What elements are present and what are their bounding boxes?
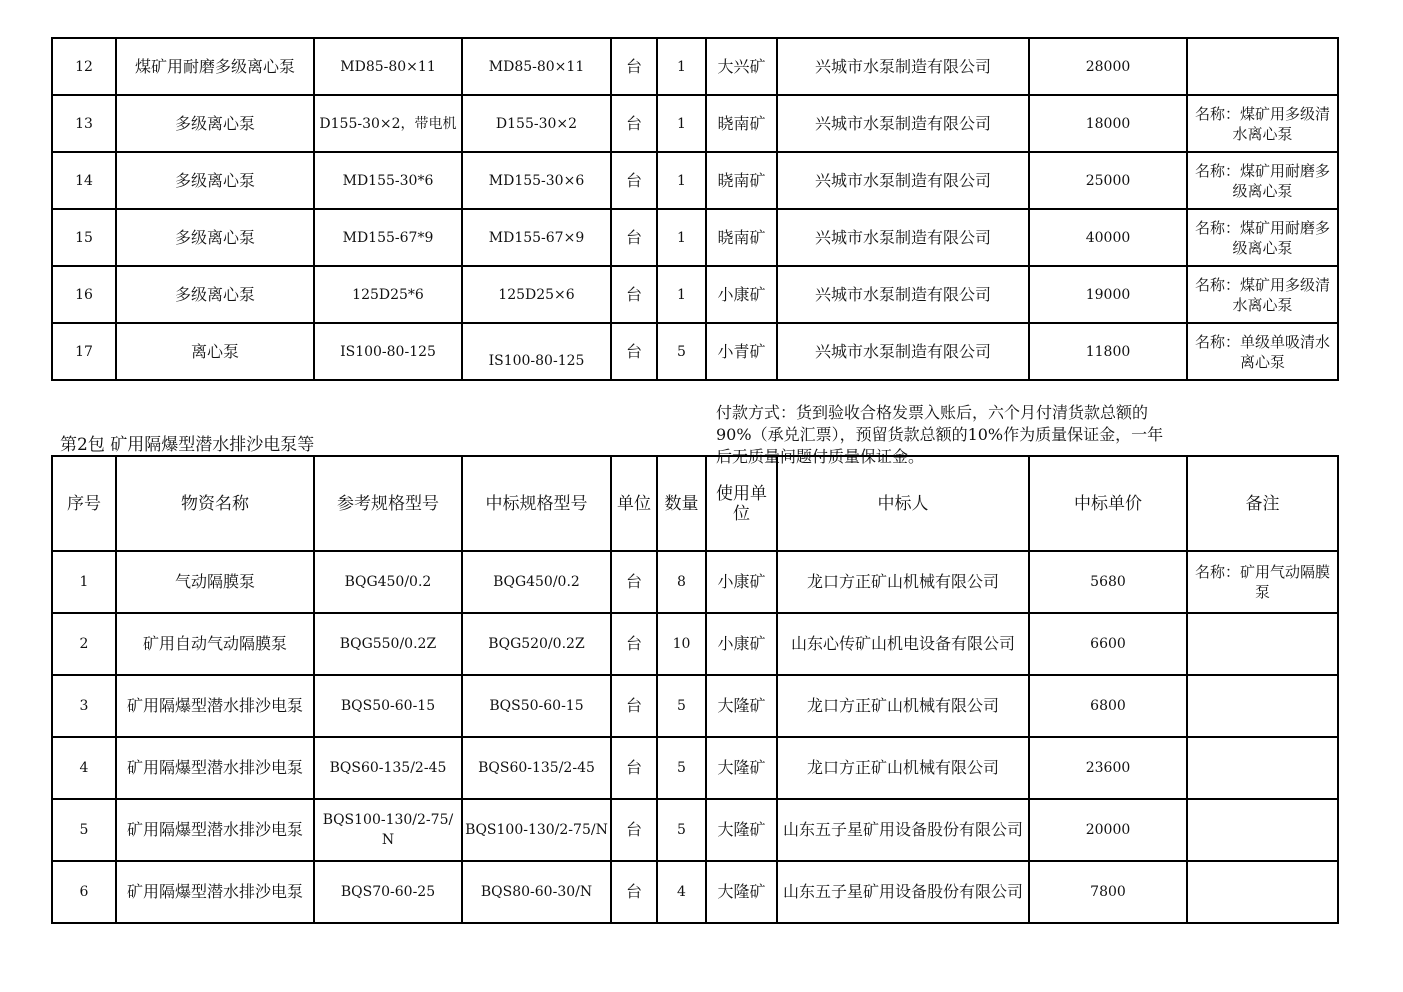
cell-win-spec: MD155-67×9 bbox=[462, 209, 611, 266]
cell-name: 矿用隔爆型潜水排沙电泵 bbox=[116, 861, 314, 923]
cell-unit: 台 bbox=[611, 95, 657, 152]
cell-name: 煤矿用耐磨多级离心泵 bbox=[116, 38, 314, 95]
cell-qty: 5 bbox=[657, 737, 706, 799]
cell-unit: 台 bbox=[611, 323, 657, 380]
cell-user: 晓南矿 bbox=[706, 152, 777, 209]
cell-ref-spec: D155-30×2，带电机 bbox=[314, 95, 462, 152]
cell-name: 多级离心泵 bbox=[116, 209, 314, 266]
cell-note: 名称：煤矿用耐磨多级离心泵 bbox=[1187, 209, 1338, 266]
cell-user: 晓南矿 bbox=[706, 95, 777, 152]
cell-qty: 1 bbox=[657, 38, 706, 95]
cell-ref-spec: BQG450/0.2 bbox=[314, 551, 462, 613]
cell-ref-spec: MD155-30*6 bbox=[314, 152, 462, 209]
cell-user: 大隆矿 bbox=[706, 737, 777, 799]
cell-ref-spec: MD85-80×11 bbox=[314, 38, 462, 95]
cell-no: 6 bbox=[52, 861, 116, 923]
cell-no: 12 bbox=[52, 38, 116, 95]
cell-win-spec: BQS100-130/2-75/N bbox=[462, 799, 611, 861]
cell-user: 晓南矿 bbox=[706, 209, 777, 266]
cell-qty: 5 bbox=[657, 323, 706, 380]
cell-qty: 10 bbox=[657, 613, 706, 675]
cell-no: 2 bbox=[52, 613, 116, 675]
table-row bbox=[52, 266, 1338, 323]
cell-note bbox=[1187, 613, 1338, 675]
header-unit: 单位 bbox=[611, 456, 657, 551]
cell-name: 多级离心泵 bbox=[116, 266, 314, 323]
cell-unit: 台 bbox=[611, 675, 657, 737]
table-package1-continued bbox=[51, 37, 1339, 381]
cell-qty: 5 bbox=[657, 799, 706, 861]
cell-note: 名称：煤矿用多级清水离心泵 bbox=[1187, 95, 1338, 152]
cell-qty: 1 bbox=[657, 152, 706, 209]
cell-no: 3 bbox=[52, 675, 116, 737]
cell-winner: 兴城市水泵制造有限公司 bbox=[777, 38, 1029, 95]
cell-no: 5 bbox=[52, 799, 116, 861]
cell-qty: 1 bbox=[657, 266, 706, 323]
cell-no: 16 bbox=[52, 266, 116, 323]
cell-unit: 台 bbox=[611, 861, 657, 923]
cell-no: 17 bbox=[52, 323, 116, 380]
cell-price: 18000 bbox=[1029, 95, 1187, 152]
cell-no: 13 bbox=[52, 95, 116, 152]
cell-win-spec: 125D25×6 bbox=[462, 266, 611, 323]
cell-qty: 1 bbox=[657, 209, 706, 266]
cell-winner: 兴城市水泵制造有限公司 bbox=[777, 323, 1029, 380]
cell-winner: 龙口方正矿山机械有限公司 bbox=[777, 551, 1029, 613]
cell-user: 大隆矿 bbox=[706, 675, 777, 737]
header-ref-spec: 参考规格型号 bbox=[314, 456, 462, 551]
cell-win-spec: D155-30×2 bbox=[462, 95, 611, 152]
header-qty: 数量 bbox=[657, 456, 706, 551]
header-name: 物资名称 bbox=[116, 456, 314, 551]
cell-note bbox=[1187, 861, 1338, 923]
cell-user: 大隆矿 bbox=[706, 799, 777, 861]
cell-ref-spec: BQS60-135/2-45 bbox=[314, 737, 462, 799]
cell-unit: 台 bbox=[611, 551, 657, 613]
cell-user: 小康矿 bbox=[706, 613, 777, 675]
cell-win-spec: BQS60-135/2-45 bbox=[462, 737, 611, 799]
cell-note: 名称：单级单吸清水离心泵 bbox=[1187, 323, 1338, 380]
cell-note: 名称：矿用气动隔膜泵 bbox=[1187, 551, 1338, 613]
cell-price: 23600 bbox=[1029, 737, 1187, 799]
cell-price: 28000 bbox=[1029, 38, 1187, 95]
cell-qty: 8 bbox=[657, 551, 706, 613]
cell-unit: 台 bbox=[611, 266, 657, 323]
cell-user: 大兴矿 bbox=[706, 38, 777, 95]
table-package2 bbox=[51, 455, 1339, 924]
cell-win-spec: IS100-80-125 bbox=[462, 323, 611, 380]
cell-price: 25000 bbox=[1029, 152, 1187, 209]
cell-name: 矿用隔爆型潜水排沙电泵 bbox=[116, 799, 314, 861]
cell-unit: 台 bbox=[611, 613, 657, 675]
table-row bbox=[52, 675, 1338, 737]
cell-win-spec: BQG520/0.2Z bbox=[462, 613, 611, 675]
cell-name: 矿用隔爆型潜水排沙电泵 bbox=[116, 675, 314, 737]
cell-price: 11800 bbox=[1029, 323, 1187, 380]
cell-name: 气动隔膜泵 bbox=[116, 551, 314, 613]
cell-unit: 台 bbox=[611, 152, 657, 209]
cell-note: 名称：煤矿用耐磨多级离心泵 bbox=[1187, 152, 1338, 209]
cell-name: 矿用自动气动隔膜泵 bbox=[116, 613, 314, 675]
cell-name: 离心泵 bbox=[116, 323, 314, 380]
table-row bbox=[52, 551, 1338, 613]
cell-price: 20000 bbox=[1029, 799, 1187, 861]
cell-price: 6600 bbox=[1029, 613, 1187, 675]
cell-winner: 山东五子星矿用设备股份有限公司 bbox=[777, 861, 1029, 923]
cell-user: 小康矿 bbox=[706, 551, 777, 613]
cell-win-spec: BQS50-60-15 bbox=[462, 675, 611, 737]
cell-qty: 4 bbox=[657, 861, 706, 923]
table-row bbox=[52, 613, 1338, 675]
cell-winner: 兴城市水泵制造有限公司 bbox=[777, 266, 1029, 323]
header-note: 备注 bbox=[1187, 456, 1338, 551]
cell-win-spec: MD155-30×6 bbox=[462, 152, 611, 209]
cell-user: 小康矿 bbox=[706, 266, 777, 323]
table-row bbox=[52, 799, 1338, 861]
cell-user: 小青矿 bbox=[706, 323, 777, 380]
cell-winner: 龙口方正矿山机械有限公司 bbox=[777, 737, 1029, 799]
cell-unit: 台 bbox=[611, 799, 657, 861]
cell-winner: 兴城市水泵制造有限公司 bbox=[777, 95, 1029, 152]
cell-note bbox=[1187, 799, 1338, 861]
cell-ref-spec: MD155-67*9 bbox=[314, 209, 462, 266]
cell-price: 5680 bbox=[1029, 551, 1187, 613]
cell-ref-spec: BQS100-130/2-75/N bbox=[314, 799, 462, 861]
cell-no: 15 bbox=[52, 209, 116, 266]
table-header-row bbox=[52, 456, 1338, 551]
cell-unit: 台 bbox=[611, 38, 657, 95]
cell-ref-spec: BQS70-60-25 bbox=[314, 861, 462, 923]
cell-note bbox=[1187, 38, 1338, 95]
header-winner: 中标人 bbox=[777, 456, 1029, 551]
cell-note: 名称：煤矿用多级清水离心泵 bbox=[1187, 266, 1338, 323]
cell-note bbox=[1187, 675, 1338, 737]
cell-price: 40000 bbox=[1029, 209, 1187, 266]
table-row bbox=[52, 152, 1338, 209]
cell-ref-spec: IS100-80-125 bbox=[314, 323, 462, 380]
table-row bbox=[52, 737, 1338, 799]
cell-ref-spec: 125D25*6 bbox=[314, 266, 462, 323]
table-row bbox=[52, 209, 1338, 266]
cell-winner: 兴城市水泵制造有限公司 bbox=[777, 209, 1029, 266]
cell-ref-spec: BQG550/0.2Z bbox=[314, 613, 462, 675]
cell-winner: 兴城市水泵制造有限公司 bbox=[777, 152, 1029, 209]
header-win-spec: 中标规格型号 bbox=[462, 456, 611, 551]
cell-price: 7800 bbox=[1029, 861, 1187, 923]
cell-winner: 山东心传矿山机电设备有限公司 bbox=[777, 613, 1029, 675]
cell-win-spec: BQS80-60-30/N bbox=[462, 861, 611, 923]
cell-price: 19000 bbox=[1029, 266, 1187, 323]
package2-title: 第2包 矿用隔爆型潜水排沙电泵等 bbox=[60, 435, 315, 455]
cell-no: 1 bbox=[52, 551, 116, 613]
table-row bbox=[52, 38, 1338, 95]
header-no: 序号 bbox=[52, 456, 116, 551]
cell-winner: 龙口方正矿山机械有限公司 bbox=[777, 675, 1029, 737]
cell-name: 矿用隔爆型潜水排沙电泵 bbox=[116, 737, 314, 799]
cell-winner: 山东五子星矿用设备股份有限公司 bbox=[777, 799, 1029, 861]
header-user: 使用单位 bbox=[706, 456, 777, 551]
cell-unit: 台 bbox=[611, 209, 657, 266]
cell-qty: 5 bbox=[657, 675, 706, 737]
cell-user: 大隆矿 bbox=[706, 861, 777, 923]
table-row bbox=[52, 861, 1338, 923]
cell-no: 14 bbox=[52, 152, 116, 209]
cell-win-spec: MD85-80×11 bbox=[462, 38, 611, 95]
cell-name: 多级离心泵 bbox=[116, 95, 314, 152]
cell-note bbox=[1187, 737, 1338, 799]
payment-terms: 付款方式：货到验收合格发票入账后，六个月付清货款总额的90%（承兑汇票），预留货款总额的10%作为质量保证金，一年后无质量问题付质量保证金。 bbox=[716, 403, 1164, 466]
cell-qty: 1 bbox=[657, 95, 706, 152]
cell-no: 4 bbox=[52, 737, 116, 799]
table-row bbox=[52, 323, 1338, 380]
cell-ref-spec: BQS50-60-15 bbox=[314, 675, 462, 737]
header-price: 中标单价 bbox=[1029, 456, 1187, 551]
cell-price: 6800 bbox=[1029, 675, 1187, 737]
cell-win-spec: BQG450/0.2 bbox=[462, 551, 611, 613]
cell-unit: 台 bbox=[611, 737, 657, 799]
table-row bbox=[52, 95, 1338, 152]
cell-name: 多级离心泵 bbox=[116, 152, 314, 209]
